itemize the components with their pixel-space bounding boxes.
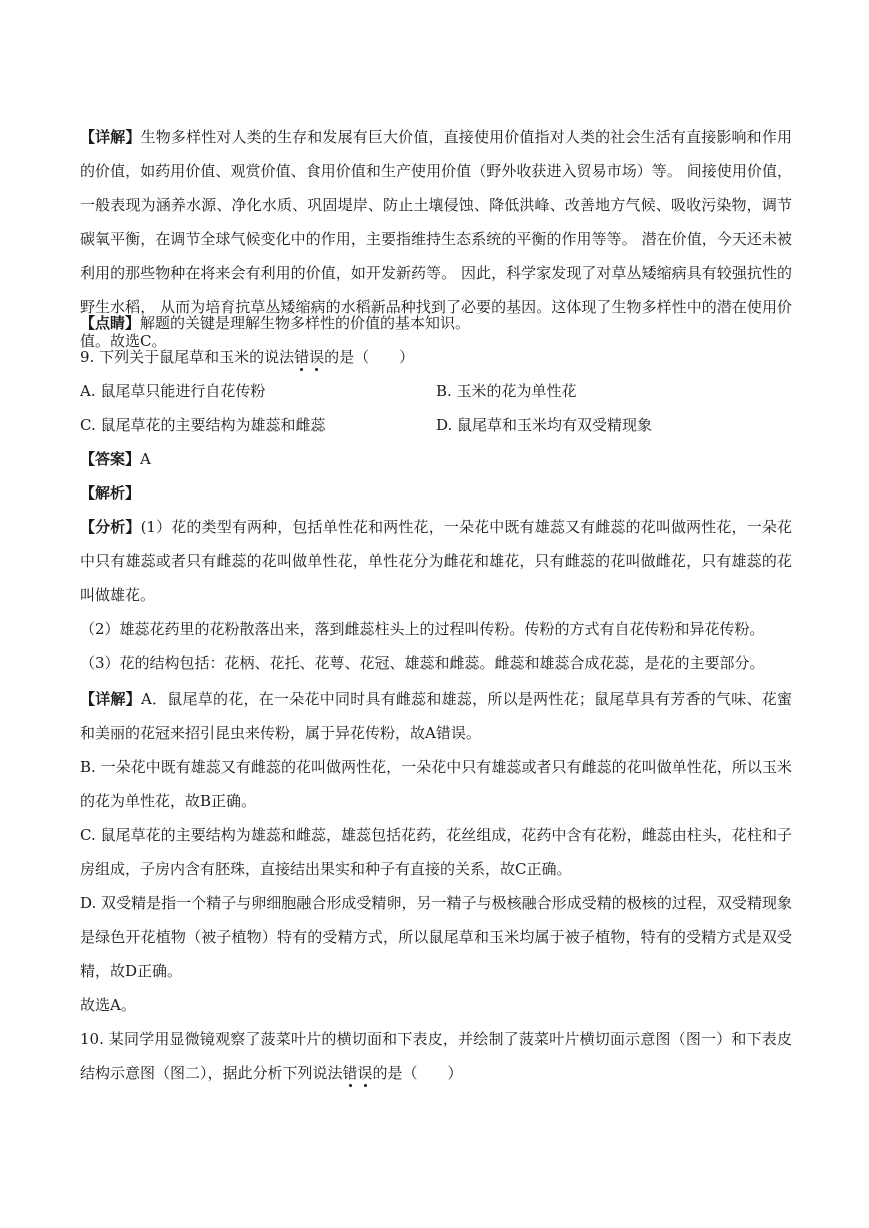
question-9-options [80,374,792,442]
point-section-q8 [80,306,792,340]
analysis-sub-tag: 【分析】 [80,518,141,536]
answer-text: A [140,450,151,468]
conclusion: 故选A。 [80,996,136,1014]
analysis-paragraph-2: （2）雄蕊花药里的花粉散落出来，落到雌蕊柱头上的过程叫传粉。传粉的方式有自花传粉和异花传粉。 [80,620,765,638]
q10-stem-after: 的是（ ） [372,1064,463,1082]
answer-tag: 【答案】 [80,450,141,468]
detail-paragraph-a: 【详解】A．鼠尾草的花，在一朵花中同时具有雌蕊和雄蕊，所以是两性花；鼠尾草具有芳香的气味、花蜜和美丽的花冠来招引昆虫来传粉，属于异花传粉，故A错误。 [80,690,792,742]
option-d: D. 鼠尾草和玉米均有双受精现象 [436,416,653,434]
point-paragraph [80,306,792,340]
q9-emphasis-char-1: 错 [294,348,310,366]
detail-paragraph-d: D. 双受精是指一个精子与卵细胞融合形成受精卵，另一精子与极核融合形成受精的极核的过程，双受精现象是绿色开花植物（被子植物）特有的受精方式，所以鼠尾草和玉米均属于被子植物，特有的受精方式是双受精，故D正确。 [80,894,792,980]
options-row-1 [80,374,792,408]
detail-tag: 【详解】 [80,128,141,146]
detail-tag: 【详解】 [80,690,141,708]
q10-stem-before: 10. 某同学用显微镜观察了菠菜叶片的横切面和下表皮，并绘制了菠菜叶片横切面示意图（图一）和下表皮结构示意图（图二），据此分析下列说法 [80,1030,792,1082]
question-10-stem [80,1022,792,1090]
detail-paragraph-c: C. 鼠尾草花的主要结构为雄蕊和雌蕊，雄蕊包括花药，花丝组成，花药中含有花粉，雌蕊由柱头，花柱和子房组成，子房内含有胚珠，直接结出果实和种子有直接的关系，故C正确。 [80,826,792,878]
point-tag: 【点睛】 [80,314,141,332]
option-b: B. 玉米的花为单性花 [436,382,577,400]
q10-emphasis-char-2: 误 [357,1064,373,1082]
options-row-2 [80,408,792,442]
detail-paragraph-b: B. 一朵花中既有雄蕊又有雌蕊的花叫做两性花，一朵花中只有雄蕊或者只有雌蕊的花叫做单性花，所以玉米的花为单性花，故B正确。 [80,758,792,810]
analysis-tag: 【解析】 [80,484,141,502]
analysis-section [80,510,792,680]
point-text: 解题的关键是理解生物多样性的价值的基本知识。 [140,314,471,332]
q9-stem-after: 的是（ ） [324,348,415,366]
answer-line [80,442,792,476]
question-9-stem [80,340,792,374]
analysis-heading [80,476,792,510]
option-c: C. 鼠尾草花的主要结构为雄蕊和雌蕊 [80,416,326,434]
option-a: A. 鼠尾草只能进行自花传粉 [80,382,266,400]
analysis-paragraph-3: （3）花的结构包括：花柄、花托、花萼、花冠、雄蕊和雌蕊。雌蕊和雄蕊合成花蕊，是花的主要部分。 [80,654,765,672]
q9-emphasis-char-2: 误 [309,348,325,366]
analysis-paragraph-1: 【分析】(1）花的类型有两种，包括单性花和两性花，一朵花中既有雄蕊又有雌蕊的花叫做两性花，一朵花中只有雄蕊或者只有雌蕊的花叫做单性花，单性花分为雌花和雄花，只有雌蕊的花叫做雌花，只有雄蕊的花叫做雄花。 [80,518,792,604]
detail-section-q9 [80,682,792,1022]
q10-emphasis-char-1: 错 [342,1064,358,1082]
q9-stem-before: 9. 下列关于鼠尾草和玉米的说法 [80,348,295,366]
detail-text: 生物多样性对人类的生存和发展有巨大价值，直接使用价值指对人类的社会生活有直接影响和作用的价值，如药用价值、观赏价值、食用价值和生产使用价值（野外收获进入贸易市场）等。 间接使用价值，一般表现为涵养水源、净化水质、巩固堤岸、防止土壤侵蚀、降低洪峰、改善地方气候、吸收污染物，调节碳氧平衡，在调节全球气候变化中的作用，主要指维持生态系统的平衡的作用等等。 潜在价值，今天还未被利用的那些物种在将来会有利用的价值，如开发新药等。 因此，科学家发现了对草丛矮缩病具有较强抗性的野生水稻， 从而为培育抗草丛矮缩病的水稻新品种找到了必要的基因。这体现了生物多样性中的潜在使用价值。故选C。 [80,128,792,350]
